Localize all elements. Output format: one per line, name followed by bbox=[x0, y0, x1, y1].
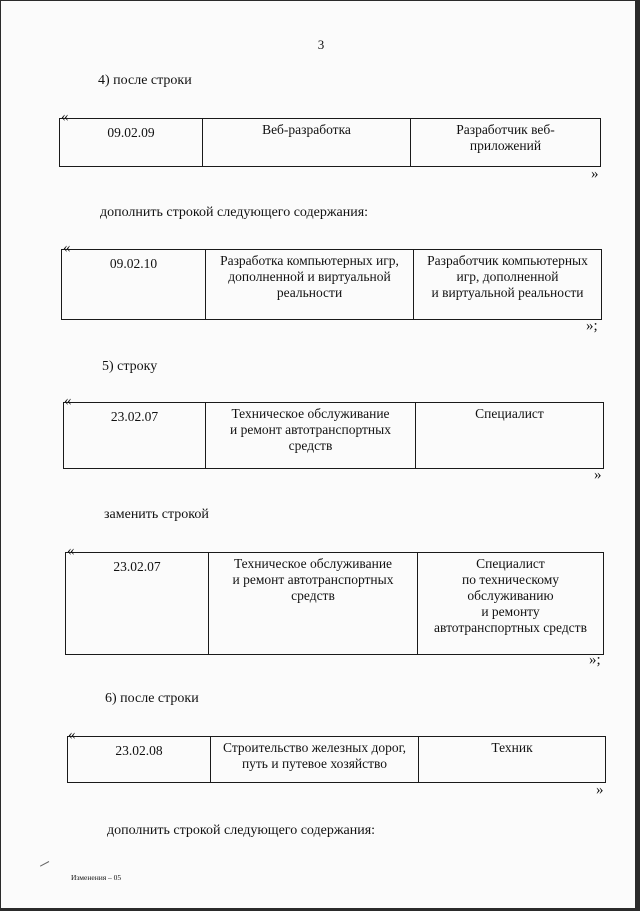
table-row bbox=[65, 552, 604, 655]
row-code: 09.02.09 bbox=[60, 119, 203, 167]
quote-close: » bbox=[591, 166, 599, 182]
quote-open: « bbox=[64, 393, 72, 409]
quote-close: » bbox=[594, 467, 602, 483]
row-qualification: Разработчик веб- приложений bbox=[411, 119, 601, 167]
scan-mark bbox=[40, 861, 52, 872]
row-qualification: Разработчик компьютерных игр, дополненной и виртуальной реальности bbox=[414, 250, 602, 320]
section-label-replace: заменить строкой bbox=[104, 507, 209, 522]
row-qualification: Специалист по техническому обслуживанию и ремонту автотранспортных средств bbox=[418, 553, 604, 655]
row-name: Разработка компьютерных игр, дополненной и виртуальной реальности bbox=[206, 250, 414, 320]
table-row bbox=[61, 249, 602, 320]
quote-open: « bbox=[68, 727, 76, 743]
footer-note: Изменения – 05 bbox=[71, 873, 122, 882]
section-label-add-1: дополнить строкой следующего содержания: bbox=[100, 205, 369, 220]
row-name: Веб-разработка bbox=[203, 119, 411, 167]
row-qualification: Техник bbox=[419, 737, 606, 783]
table-row bbox=[63, 402, 604, 469]
row-name: Техническое обслуживание и ремонт автотранспортных средств bbox=[206, 403, 416, 469]
section-label-add-2: дополнить строкой следующего содержания: bbox=[107, 823, 376, 838]
row-name: Строительство железных дорог, путь и путевое хозяйство bbox=[211, 737, 419, 783]
table-row bbox=[59, 118, 601, 167]
section-label-4: 4) после строки bbox=[98, 73, 192, 88]
section-label-6: 6) после строки bbox=[105, 691, 199, 706]
quote-open: « bbox=[67, 543, 75, 559]
quote-open: « bbox=[61, 109, 69, 125]
quote-open: « bbox=[63, 240, 71, 256]
quote-close-semicolon: »; bbox=[586, 318, 598, 334]
row-code: 23.02.08 bbox=[68, 737, 211, 783]
page-number: 3 bbox=[317, 37, 325, 52]
row-qualification: Специалист bbox=[416, 403, 604, 469]
table-row bbox=[67, 736, 606, 783]
section-label-5: 5) строку bbox=[102, 359, 158, 374]
quote-close-semicolon: »; bbox=[589, 652, 601, 668]
row-name: Техническое обслуживание и ремонт автотранспортных средств bbox=[209, 553, 418, 655]
quote-close: » bbox=[596, 782, 604, 798]
row-code: 23.02.07 bbox=[66, 553, 209, 655]
row-code: 23.02.07 bbox=[64, 403, 206, 469]
row-code: 09.02.10 bbox=[62, 250, 206, 320]
